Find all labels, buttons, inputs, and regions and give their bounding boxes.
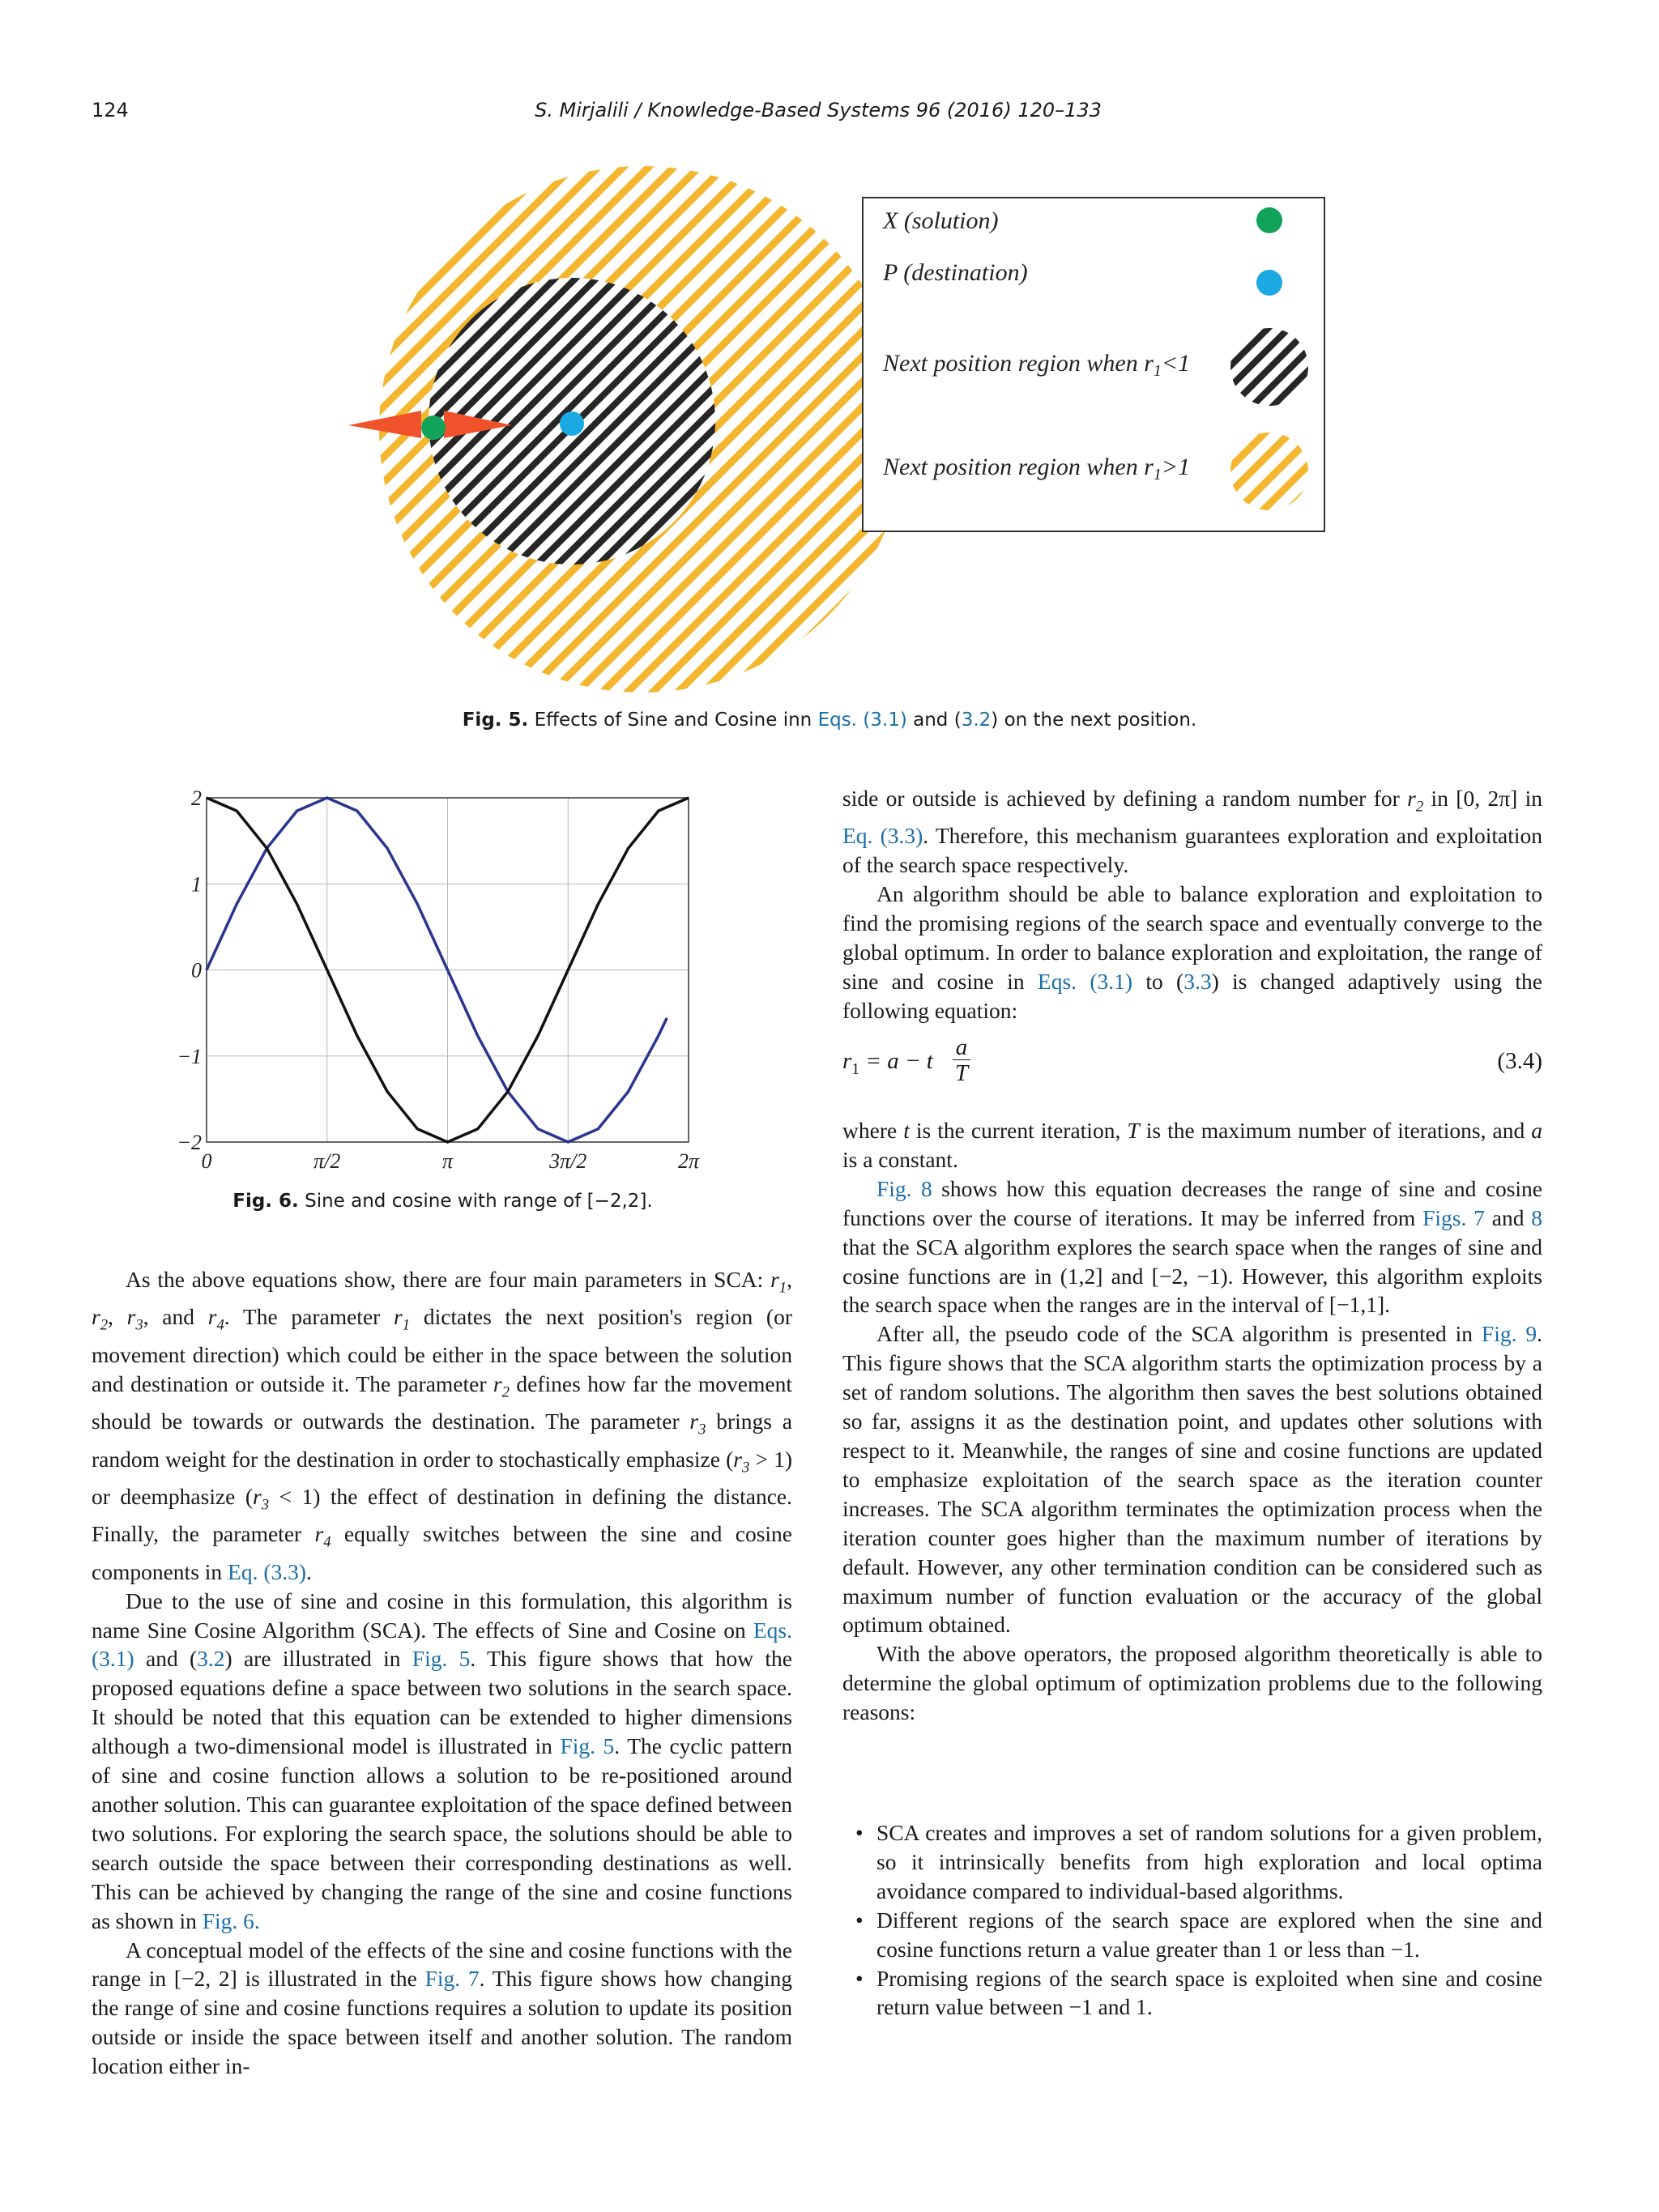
link-fig-6[interactable]: Fig. 6. <box>202 1907 260 1933</box>
equation-number: (3.4) <box>1497 1048 1542 1074</box>
running-header: S. Mirjalili / Knowledge-Based Systems 96 (2016) 120–133 <box>535 99 1102 121</box>
paragraph: where t is the current iteration, T is the maximum number of iterations, and a is a constant. <box>842 1118 1543 1172</box>
destination-point <box>560 411 584 436</box>
legend-solution-label: X (solution) <box>883 207 999 234</box>
paragraph: With the above operators, the proposed algorithm theoretically is able to determine the global optimum of optimization problems due to the following reasons: <box>842 1641 1542 1725</box>
figure-6-label: Fig. 6. <box>232 1191 299 1212</box>
link-fig-5[interactable]: Fig. 5 <box>560 1733 615 1759</box>
link-eq-3-3[interactable]: 3.3 <box>1183 968 1212 994</box>
legend-region-gt1-label: Next position region when $r_1>1$ <box>883 454 1191 484</box>
reasons-list <box>842 1818 1542 2022</box>
legend <box>863 198 1324 531</box>
link-fig-5[interactable]: Fig. 5 <box>412 1646 471 1672</box>
x-tick-label: π/2 <box>313 1149 341 1173</box>
right-column-bottom <box>842 1116 1542 1727</box>
link-fig-8[interactable]: 8 <box>1531 1204 1542 1230</box>
x-tick-label: 3π/2 <box>549 1149 587 1173</box>
legend-solution-marker <box>1256 207 1282 233</box>
equation-3-4 <box>842 1035 1542 1100</box>
link-eq-3-3[interactable]: Eq. (3.3) <box>842 823 923 849</box>
y-tick-label: 2 <box>191 786 202 810</box>
link-fig-8[interactable]: Fig. 8 <box>876 1175 932 1201</box>
figure-6-caption <box>92 1191 794 1212</box>
x-tick-label: 2π <box>677 1149 700 1173</box>
y-tick-label: −2 <box>177 1131 202 1154</box>
equation-body: $r_1 = a - t$ <box>842 1048 933 1078</box>
paragraph: As the above equations show, there are four main parameters in SCA: $r_1$, $r_2$, $r_3$, and $r_4$. The parameter $r_1$ dictates the next position's region (or movement direction) which could be either in the space between the solution and destination or outside it. The parameter $r_2$ defines how far the movement should be towards or outwards the destination. The parameter $r_3$ brings a random weight for the destination in order to stochastically emphasize $(r_3 > 1)$ or deemphasize $(r_3 < 1)$ the effect of destination in defining the distance. Finally, the parameter $r_4$ equally switches between the sine and cosine components in Eq. (3.3). <box>92 1267 793 1584</box>
link-eq-3-2[interactable]: 3.2 <box>961 710 992 731</box>
x-tick-label: π <box>441 1149 454 1173</box>
y-tick-label: −1 <box>177 1044 202 1068</box>
link-fig-7[interactable]: Fig. 7 <box>424 1966 480 1992</box>
paragraph: After all, the pseudo code of the SCA algorithm is presented in Fig. 9. This figure shows that the SCA algorithm starts the optimization process by a set of random solutions. The algorithm then saves the best solutions obtained so far, assigns it as the destination point, and updates other solutions with respect to it. Meanwhile, the ranges of sine and cosine functions are updated to emphasize exploitation of the search space as the iteration counter increases. The SCA algorithm terminates the optimization process when the iteration counter goes higher than the maximum number of iterations by default. However, any other termination condition can be considered such as maximum number of function evaluation or the accuracy of the global optimum obtained. <box>842 1321 1542 1638</box>
solution-point <box>421 416 446 440</box>
paragraph: Fig. 8 shows how this equation decreases the range of sine and cosine functions over the course of iterations. It may be inferred from Figs. 7 and 8 that the SCA algorithm explores the search space when the ranges of sine and cosine functions are in (1,2] and [−2, −1). However, this algorithm exploits the search space when the ranges are in the interval of [−1,1]. <box>842 1175 1542 1318</box>
x-tick-label: 0 <box>201 1149 212 1173</box>
legend-region-gt1-swatch <box>1230 433 1308 510</box>
legend-region-lt1-swatch <box>1230 328 1308 406</box>
list-item: • Promising regions of the search space is exploited when sine and cosine return value between −1 and 1. <box>855 1965 1542 2020</box>
caption-text: Sine and cosine with range of [−2,2]. <box>298 1191 653 1212</box>
list-item: • Different regions of the search space are explored when the sine and cosine functions return a value greater than 1 or less than −1. <box>855 1907 1542 1962</box>
paragraph: side or outside is achieved by defining a random number for $r_2$ in [0, 2π] in Eq. (3.3). Therefore, this mechanism guarantees exploration and exploitation of the search space respectively. <box>842 786 1543 878</box>
caption-text: ) on the next position. <box>991 710 1197 731</box>
link-figs-7[interactable]: Figs. 7 <box>1422 1204 1485 1230</box>
link-eq-3-2[interactable]: 3.2 <box>197 1646 225 1672</box>
link-eqs-3-1[interactable]: Eqs. (3.1) <box>1037 968 1133 994</box>
y-tick-label: 0 <box>191 958 202 982</box>
page-number: 124 <box>92 99 129 121</box>
y-tick-label: 1 <box>191 872 202 897</box>
figure-5 <box>300 158 1337 693</box>
caption-text: Effects of Sine and Cosine inn <box>528 710 818 731</box>
figure-6-chart <box>170 782 721 1187</box>
paragraph: An algorithm should be able to balance exploration and exploitation to find the promising regions of the search space and eventually converge to the global optimum. In order to balance exploration and exploitation, the range of sine and cosine in Eqs. (3.1) to (3.3) is changed adaptively using the following equation: <box>842 881 1542 1023</box>
caption-text: and ( <box>906 710 962 731</box>
figure-5-label: Fig. 5. <box>462 710 529 731</box>
paragraph: A conceptual model of the effects of the sine and cosine functions with the range in [−2, 2] is illustrated in the Fig. 7. This figure shows how changing the range of sine and cosine functions requires a solution to update its position outside or inside the space between itself and another solution. The random location either in- <box>92 1937 793 2079</box>
legend-destination-label: P (destination) <box>883 259 1028 286</box>
paragraph: Due to the use of sine and cosine in this formulation, this algorithm is name Sine Cosine Algorithm (SCA). The effects of Sine and Cosine on Eqs. (3.1) and (3.2) are illustrated in Fig. 5. This figure shows that how the proposed equations define a space between two solutions in the search space. It should be noted that this equation can be extended to higher dimensions although a two-dimensional model is illustrated in Fig. 5. The cyclic pattern of sine and cosine function allows a solution to be re-positioned around another solution. This can guarantee exploitation of the space defined between two solutions. For exploring the search space, the solutions should be able to search outside the space between their corresponding destinations as well. This can be achieved by changing the range of the sine and cosine functions as shown in Fig. 6. <box>92 1588 793 1933</box>
legend-destination-marker <box>1256 270 1282 296</box>
link-eq-3-3[interactable]: Eq. (3.3) <box>228 1558 307 1584</box>
list-item: • SCA creates and improves a set of random solutions for a given problem, so it intrinsically benefits from high exploration and local optima avoidance compared to individual-based algorithms. <box>855 1820 1542 1903</box>
link-fig-9[interactable]: Fig. 9 <box>1481 1321 1537 1347</box>
link-eqs-3-1[interactable]: Eqs. (3.1) <box>92 1617 792 1672</box>
right-column-top <box>842 784 1542 1025</box>
legend-region-lt1-label: Next position region when $r_1<1$ <box>883 350 1191 380</box>
link-eqs-3-1[interactable]: Eqs. (3.1) <box>817 710 907 731</box>
figure-5-caption <box>0 710 1659 731</box>
left-column <box>92 1265 792 2081</box>
equation-fraction: a T <box>953 1035 970 1086</box>
